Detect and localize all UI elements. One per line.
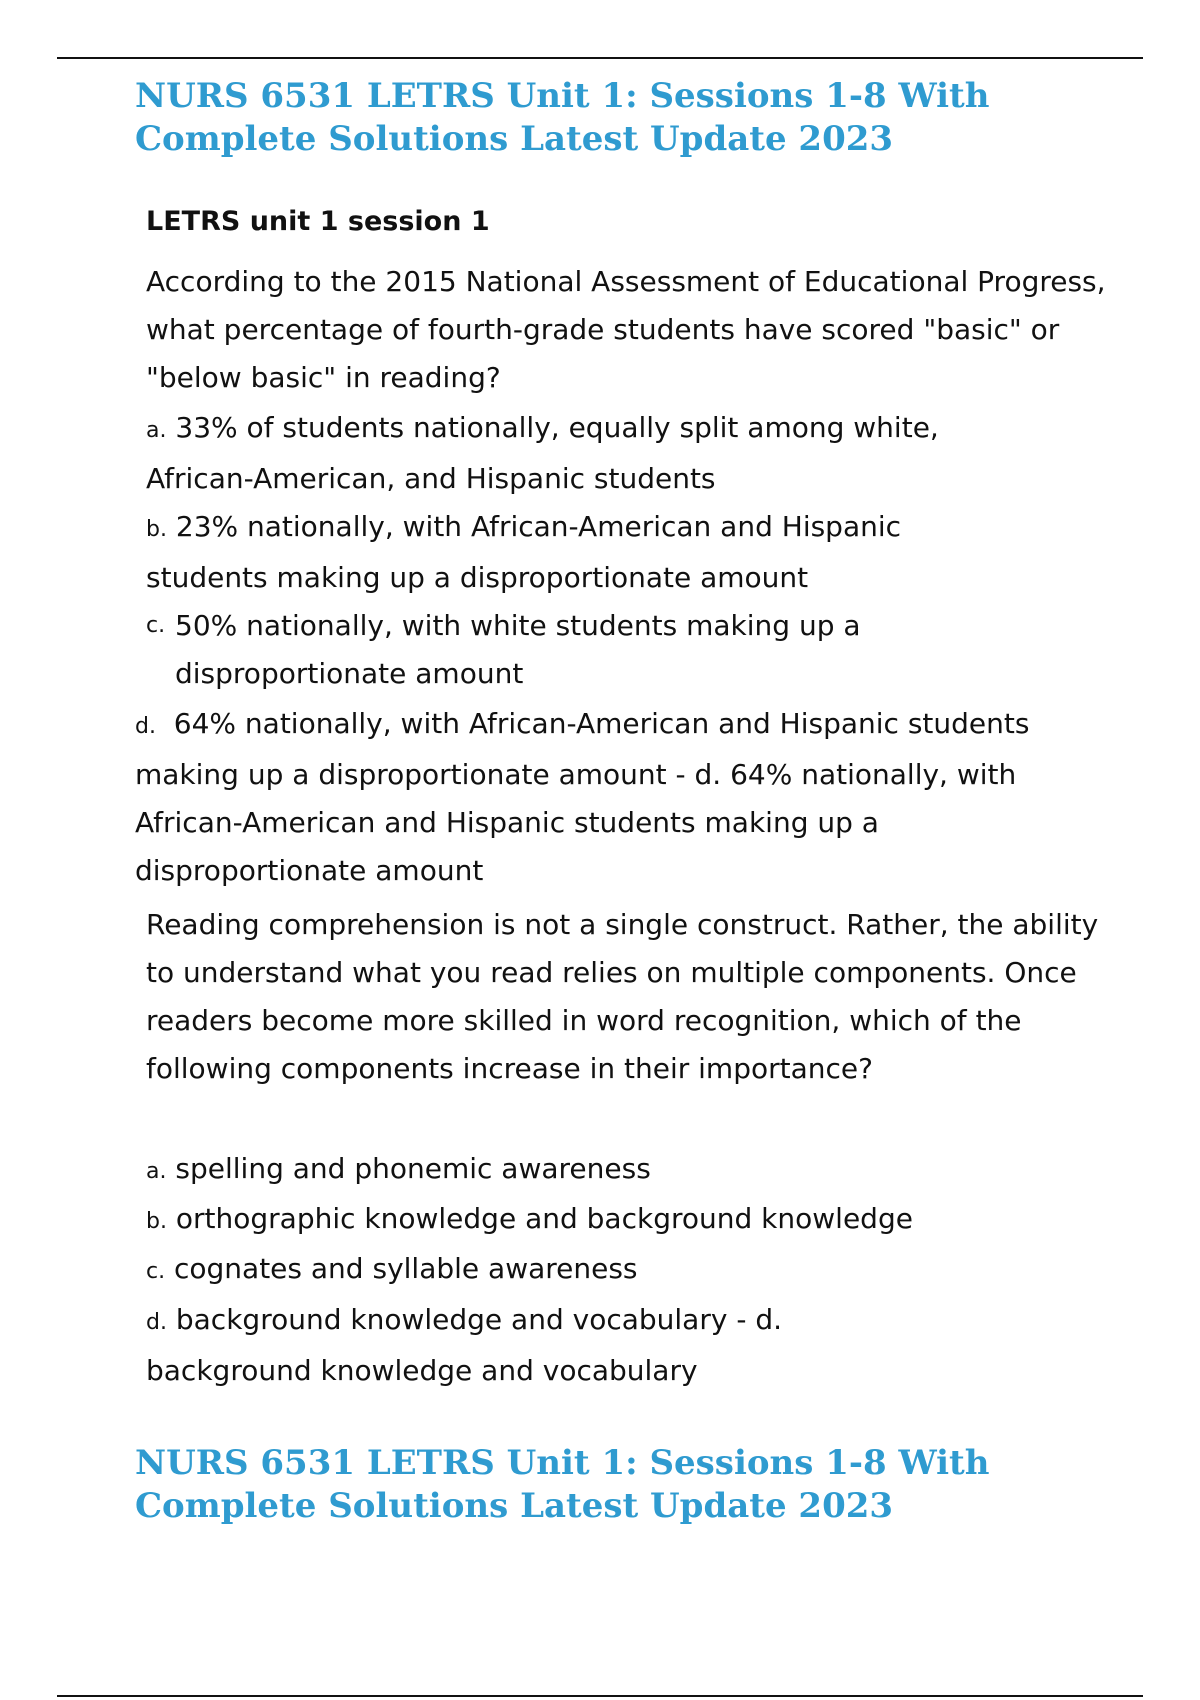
question-2-option-d xyxy=(146,1296,866,1395)
question-1-option-d xyxy=(135,700,1035,895)
session-heading: LETRS unit 1 session 1 xyxy=(146,206,490,237)
option-text: background knowledge and vocabulary - d. background knowledge and vocabulary xyxy=(146,1303,783,1387)
option-marker: a. xyxy=(146,418,167,443)
option-text: 23% nationally, with African-American and Hispanic students making up a disproportionate amount xyxy=(146,510,902,594)
option-text: spelling and phonemic awareness xyxy=(175,1152,651,1185)
top-divider xyxy=(57,57,1143,59)
option-text: 50% nationally, with white students making up a disproportionate amount xyxy=(175,609,861,690)
question-1-option-a xyxy=(146,404,1046,503)
question-1-prompt: According to the 2015 National Assessment of Educational Progress, what percentage of fourth-grade students have scored "basic" or "below basic" in reading? xyxy=(146,265,1106,394)
question-1-option-c xyxy=(146,602,946,698)
question-2-option-c xyxy=(146,1245,1046,1296)
question-2-prompt: Reading comprehension is not a single construct. Rather, the ability to understand what you read relies on multiple components. Once readers become more skilled in word recognition, which of the following components increase in their importance? xyxy=(146,908,1099,1085)
option-marker: d. xyxy=(135,714,156,739)
question-1-option-b xyxy=(146,503,1026,602)
option-marker: c. xyxy=(146,1259,166,1284)
document-title: NURS 6531 LETRS Unit 1: Sessions 1-8 With Complete Solutions Latest Update 2023 xyxy=(135,76,990,159)
question-2-option-b xyxy=(146,1195,1086,1246)
option-marker: c. xyxy=(146,613,166,638)
option-marker: a. xyxy=(146,1159,167,1184)
option-marker: b. xyxy=(146,517,167,542)
option-text: orthographic knowledge and background knowledge xyxy=(175,1202,913,1235)
footer-title: NURS 6531 LETRS Unit 1: Sessions 1-8 With Complete Solutions Latest Update 2023 xyxy=(135,1443,990,1526)
option-text: 64% nationally, with African-American and Hispanic students making up a disproportionate amount - d. 64% nationally, with African-American and Hispanic students making up a disproportionate amount xyxy=(135,707,1030,887)
bottom-divider xyxy=(57,1695,1143,1697)
option-marker: b. xyxy=(146,1209,167,1234)
option-text: cognates and syllable awareness xyxy=(174,1252,638,1285)
option-marker: d. xyxy=(146,1310,167,1335)
option-text: 33% of students nationally, equally split among white, African-American, and Hispanic students xyxy=(146,411,939,495)
question-2-option-a xyxy=(146,1145,1046,1196)
